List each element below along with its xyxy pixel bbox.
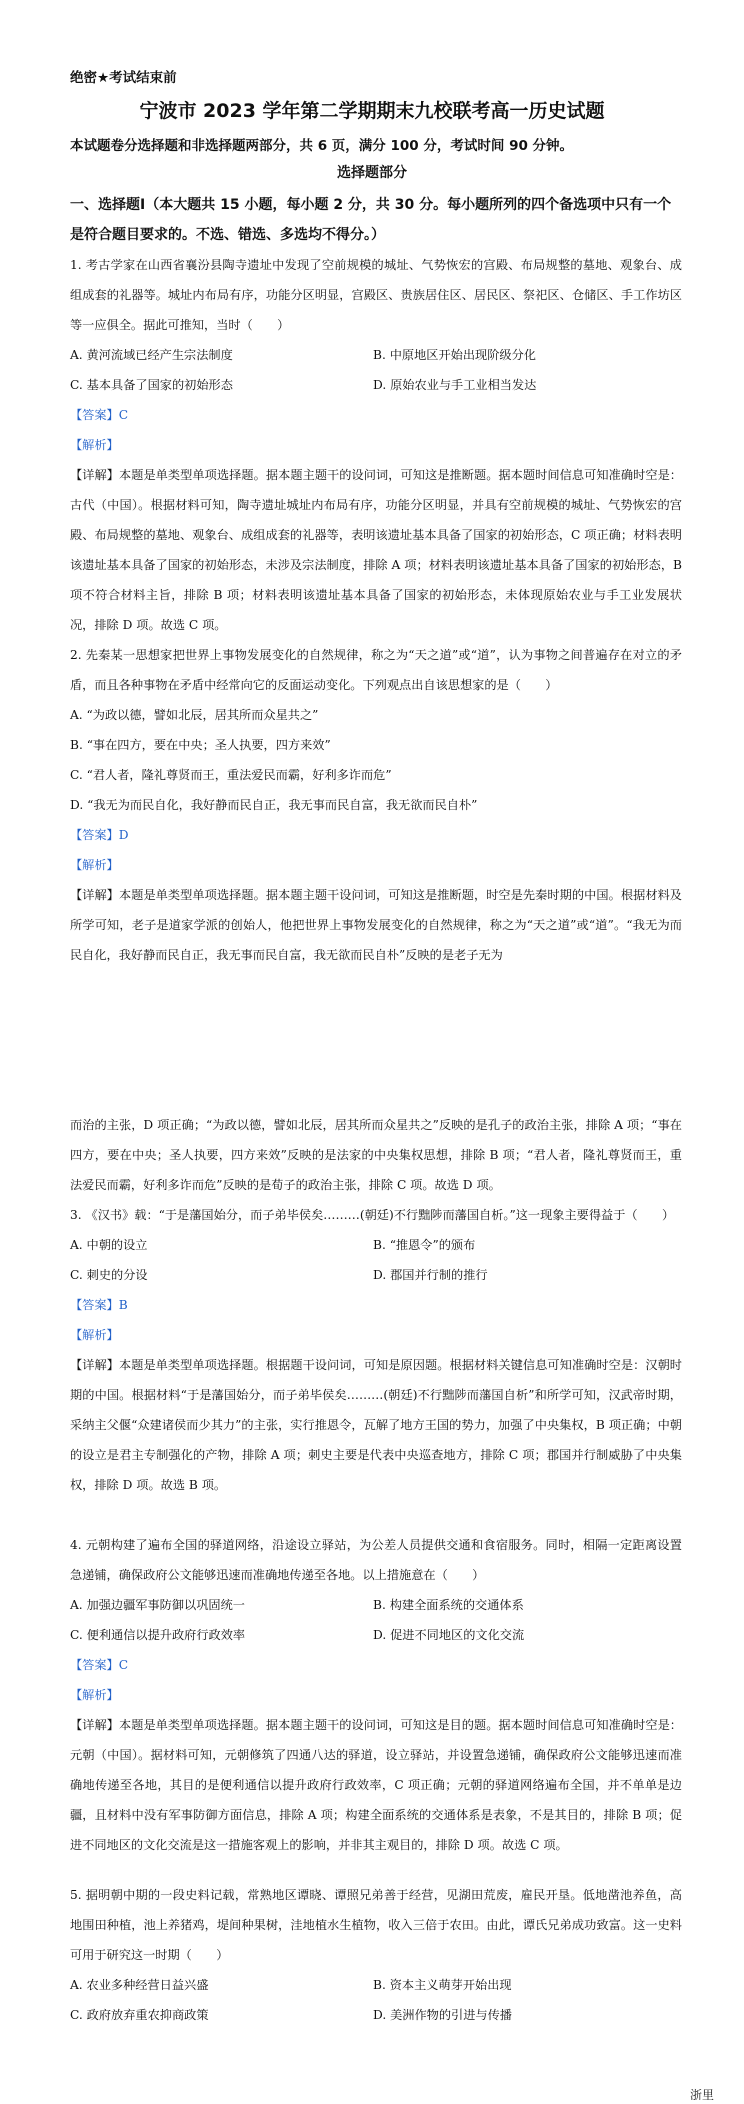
option-d: D. 原始农业与手工业相当发达 xyxy=(373,378,537,392)
analysis-label: 【解析】 xyxy=(70,438,119,452)
page-title: 宁波市 2023 学年第二学期期末九校联考高一历史试题 xyxy=(139,100,605,122)
option-a: A. 农业多种经营日益兴盛 xyxy=(70,1978,209,1992)
question-3 xyxy=(70,1200,682,1500)
confidential-label: 绝密★考试结束前 xyxy=(70,70,177,86)
option-d: D. 促进不同地区的文化交流 xyxy=(373,1628,525,1642)
question-1-options xyxy=(70,340,682,400)
question-3-options xyxy=(70,1230,682,1290)
option-b: B. 资本主义萌芽开始出现 xyxy=(373,1978,512,1992)
option-b: B. “推恩令”的颁布 xyxy=(373,1238,476,1252)
option-c: C. 政府放弃重农抑商政策 xyxy=(70,2008,209,2022)
section-heading: 一、选择题Ⅰ（本大题共 15 小题，每小题 2 分，共 30 分。每小题所列的四个备选项中只有一个是符合题目要求的。不选、错选、多选均不得分。） xyxy=(70,197,672,243)
answer-label: 【答案】B xyxy=(70,1298,128,1312)
option-c: C. 基本具备了国家的初始形态 xyxy=(70,378,233,392)
part-title: 选择题部分 xyxy=(337,165,407,181)
answer-label: 【答案】C xyxy=(70,408,129,422)
question-2-detail-part1: 【详解】本题是单类型单项选择题。据本题主题干设问词，可知这是推断题，时空是先秦时期的中国。根据材料及所学可知，老子是道家学派的创始人，他把世界上事物发展变化的自然规律，称之为“天之道”或“道”。“我无为而民自化，我好静而民自正，我无事而民自富，我无欲而民自朴”反映的是老子无为 xyxy=(70,888,682,962)
option-b: B. 中原地区开始出现阶级分化 xyxy=(373,348,536,362)
option-c: C. 便利通信以提升政府行政效率 xyxy=(70,1628,246,1642)
option-a: A. “为政以德，譬如北辰，居其所而众星共之” xyxy=(70,708,319,722)
question-1 xyxy=(70,250,682,640)
question-2-options xyxy=(70,700,682,820)
option-c: C. 刺史的分设 xyxy=(70,1268,148,1282)
option-b: B. “事在四方，要在中央；圣人执要，四方来效” xyxy=(70,738,331,752)
question-2-stem: 2. 先秦某一思想家把世界上事物发展变化的自然规律，称之为“天之道”或“道”，认为事物之间普遍存在对立的矛盾，而且各种事物在矛盾中经常向它的反面运动变化。下列观点出自该思想家的是（ ） xyxy=(70,648,682,692)
analysis-label: 【解析】 xyxy=(70,1688,119,1702)
question-2-detail-part2: 而治的主张，D 项正确；“为政以德，譬如北辰，居其所而众星共之”反映的是孔子的政治主张，排除 A 项；“事在四方，要在中央；圣人执要，四方来效”反映的是法家的中央集权思想，排除 B 项；“君人者，隆礼尊贤而王，重法爱民而霸，好利多诈而危”反映的是荀子的政治主张，排除 C 项。故选 D 项。 xyxy=(70,1118,682,1192)
option-c: C. “君人者，隆礼尊贤而王，重法爱民而霸，好利多诈而危” xyxy=(70,768,392,782)
question-5-options xyxy=(70,1970,682,2030)
question-2 xyxy=(70,640,682,970)
question-1-detail: 【详解】本题是单类型单项选择题。据本题主题干的设问词，可知这是推断题。据本题时间信息可知准确时空是：古代（中国）。根据材料可知，陶寺遗址城址内布局有序，功能分区明显，并具有空前规模的城址、气势恢宏的宫殿、布局规整的墓地、观象台、成组成套的礼器等，表明该遗址基本具备了国家的初始形态，C 项正确；材料表明该遗址基本具备了国家的初始形态，未涉及宗法制度，排除 A 项；材料表明该遗址基本具备了国家的初始形态，B 项不符合材料主旨，排除 B 项；材料表明该遗址基本具备了国家的初始形态，未体现原始农业与手工业发展状况，排除 D 项。故选 C 项。 xyxy=(70,468,682,632)
question-2-continued xyxy=(70,1110,682,1200)
footer-mark: 浙里 xyxy=(689,2088,714,2102)
option-d: D. 郡国并行制的推行 xyxy=(373,1268,488,1282)
question-4 xyxy=(70,1530,682,1860)
option-a: A. 黄河流域已经产生宗法制度 xyxy=(70,348,233,362)
answer-label: 【答案】C xyxy=(70,1658,129,1672)
exam-instructions: 本试题卷分选择题和非选择题两部分，共 6 页，满分 100 分，考试时间 90 分钟。 xyxy=(70,138,574,154)
answer-label: 【答案】D xyxy=(70,828,129,842)
question-4-detail: 【详解】本题是单类型单项选择题。据本题主题干的设问词，可知这是目的题。据本题时间信息可知准确时空是：元朝（中国）。据材料可知，元朝修筑了四通八达的驿道，设立驿站，并设置急递铺，确保政府公文能够迅速而准确地传递至各地，其目的是便利通信以提升政府行政效率，C 项正确；元朝的驿道网络遍布全国，并不单单是边疆，且材料中没有军事防御方面信息，排除 A 项；构建全面系统的交通体系是表象，不是其目的，排除 B 项；促进不同地区的文化交流是这一措施客观上的影响，并非其主观目的，排除 D 项。故选 C 项。 xyxy=(70,1718,682,1852)
question-5-stem: 5. 据明朝中期的一段史料记载，常熟地区谭晓、谭照兄弟善于经营，见湖田荒废，雇民开垦。低地凿池养鱼，高地围田种植，池上养猪鸡，堤间种果树，洼地植水生植物，收入三倍于农田。由此，谭氏兄弟成功致富。这一史料可用于研究这一时期（ ） xyxy=(70,1888,682,1962)
question-4-options xyxy=(70,1590,682,1650)
option-d: D. “我无为而民自化，我好静而民自正，我无事而民自富，我无欲而民自朴” xyxy=(70,798,478,812)
option-a: A. 中朝的设立 xyxy=(70,1238,148,1252)
option-a: A. 加强边疆军事防御以巩固统一 xyxy=(70,1598,245,1612)
question-4-stem: 4. 元朝构建了遍布全国的驿道网络，沿途设立驿站，为公差人员提供交通和食宿服务。同时，相隔一定距离设置急递铺，确保政府公文能够迅速而准确地传递至各地。以上措施意在（ ） xyxy=(70,1538,682,1582)
analysis-label: 【解析】 xyxy=(70,1328,119,1342)
option-d: D. 美洲作物的引进与传播 xyxy=(373,2008,512,2022)
question-5 xyxy=(70,1880,682,2030)
analysis-label: 【解析】 xyxy=(70,858,119,872)
question-1-stem: 1. 考古学家在山西省襄汾县陶寺遗址中发现了空前规模的城址、气势恢宏的宫殿、布局规整的墓地、观象台、成组成套的礼器等。城址内布局有序，功能分区明显，宫殿区、贵族居住区、居民区、祭祀区、仓储区、手工作坊区等一应俱全。据此可推知，当时（ ） xyxy=(70,258,682,332)
question-3-detail: 【详解】本题是单类型单项选择题。根据题干设问词，可知是原因题。根据材料关键信息可知准确时空是：汉朝时期的中国。根据材料“于是藩国始分，而子弟毕侯矣………(朝廷)不行黜陟而藩国自析”和所学可知，汉武帝时期，采纳主父偃“众建诸侯而少其力”的主张，实行推恩令，瓦解了地方王国的势力，加强了中央集权，B 项正确；中朝的设立是君主专制强化的产物，排除 A 项；刺史主要是代表中央巡查地方，排除 C 项；郡国并行制威胁了中央集权，排除 D 项。故选 B 项。 xyxy=(70,1358,682,1492)
question-3-stem: 3. 《汉书》载：“于是藩国始分，而子弟毕侯矣………(朝廷)不行黜陟而藩国自析。”这一现象主要得益于（ ） xyxy=(70,1208,675,1222)
option-b: B. 构建全面系统的交通体系 xyxy=(373,1598,524,1612)
